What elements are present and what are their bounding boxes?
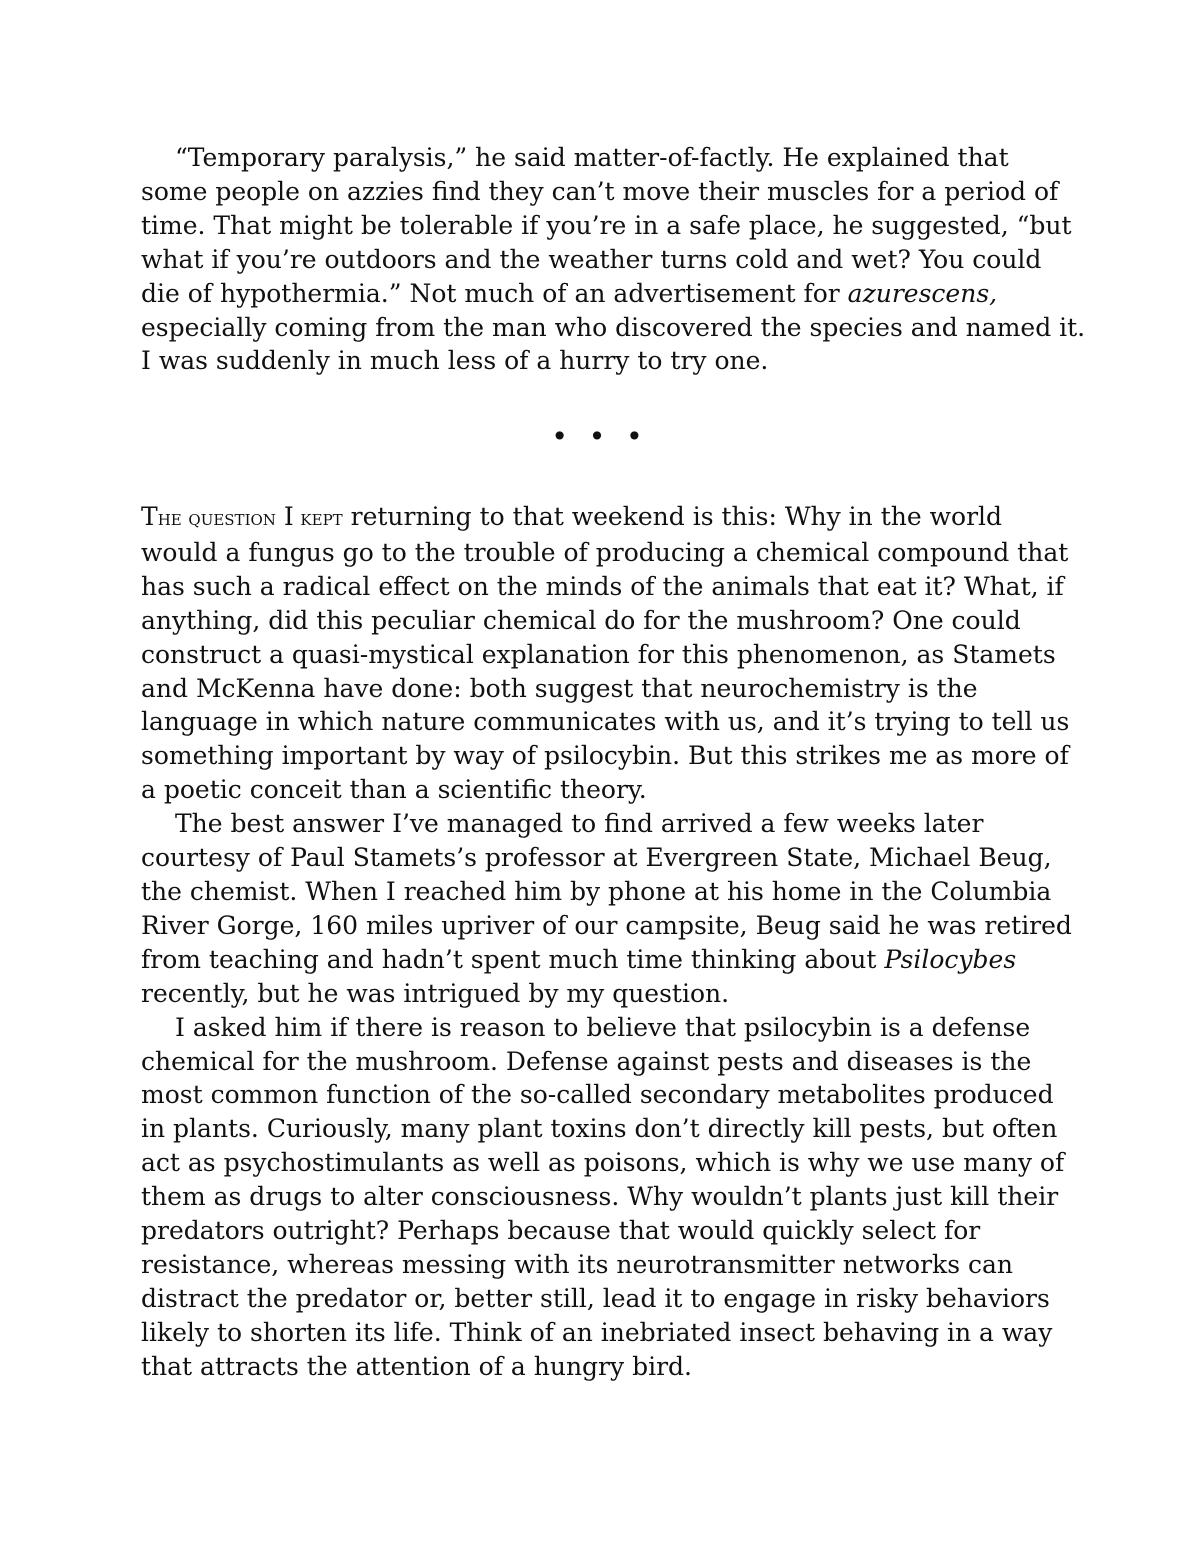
text-line <box>141 277 1071 311</box>
text-line: “Temporary paralysis,” he said matter-of-factly. He explained that <box>175 143 1009 172</box>
text-line: some people on azzies find they can’t move their muscles for a period of <box>141 176 1059 206</box>
text-line: distract the predator or, better still, lead it to engage in risky behaviors <box>141 1283 1050 1313</box>
paragraph-defense <box>141 1011 1071 1384</box>
text-line: would a fungus go to the trouble of producing a chemical compound that <box>141 537 1069 567</box>
text-line: resistance, whereas messing with its neurotransmitter networks can <box>141 1249 1013 1279</box>
genus-name-italic: Psilocybes <box>884 944 1017 974</box>
text-line: courtesy of Paul Stamets’s professor at Evergreen State, Michael Beug, <box>141 843 1052 873</box>
section-break: • • • <box>551 420 649 453</box>
text-line: that attracts the attention of a hungry bird. <box>141 1351 692 1381</box>
text-line: anything, did this peculiar chemical do for the mushroom? One could <box>141 605 1021 635</box>
small-caps-initial: T <box>141 502 158 531</box>
text-line: especially coming from the man who discovered the species and named it. <box>141 312 1086 342</box>
text-line: I was suddenly in much less of a hurry to try one. <box>141 346 769 376</box>
text-line: something important by way of psilocybin. But this strikes me as more of <box>141 741 1069 771</box>
text-line: a poetic conceit than a scientific theory. <box>141 775 647 805</box>
text-line: and McKenna have done: both suggest that neurochemistry is the <box>141 673 978 703</box>
small-caps-initial: I <box>275 502 294 531</box>
text-line: act as psychostimulants as well as poisons, which is why we use many of <box>141 1148 1065 1178</box>
text-fragment: returning to that weekend is this: Why in the world <box>342 502 1003 531</box>
text-line: recently, but he was intrigued by my question. <box>141 978 730 1008</box>
text-line: The best answer I’ve managed to find arrived a few weeks later <box>175 809 984 839</box>
text-line: River Gorge, 160 miles upriver of our campsite, Beug said he was retired <box>141 910 1072 940</box>
paragraph-paralysis <box>141 141 1086 378</box>
small-caps-text: kept <box>293 506 343 530</box>
text-line: I asked him if there is reason to believe that psilocybin is a defense <box>175 1012 1031 1042</box>
text-line <box>141 943 1071 977</box>
text-line: construct a quasi-mystical explanation for this phenomenon, as Stamets <box>141 639 1056 669</box>
paragraph-best-answer <box>141 807 1071 1010</box>
text-line: what if you’re outdoors and the weather turns cold and wet? You could <box>141 244 1042 274</box>
text-line-opening <box>141 500 1071 536</box>
text-line: predators outright? Perhaps because that would quickly select for <box>141 1216 981 1246</box>
text-line: chemical for the mushroom. Defense against pests and diseases is the <box>141 1046 1032 1076</box>
text-line: likely to shorten its life. Think of an inebriated insect behaving in a way <box>141 1317 1053 1347</box>
text-line: the chemist. When I reached him by phone at his home in the Columbia <box>141 876 1052 906</box>
text-line: has such a radical effect on the minds of the animals that eat it? What, if <box>141 571 1064 601</box>
text-fragment: from teaching and hadn’t spent much time thinking about <box>141 944 885 974</box>
paragraph-question <box>141 500 1071 807</box>
text-line: language in which nature communicates with us, and it’s trying to tell us <box>141 707 1070 737</box>
text-fragment: die of hypothermia.” Not much of an advertisement for <box>141 278 848 308</box>
text-line: them as drugs to alter consciousness. Why wouldn’t plants just kill their <box>141 1182 1059 1212</box>
text-line: most common function of the so-called secondary metabolites produced <box>141 1080 1054 1110</box>
small-caps-text: he question <box>157 506 276 530</box>
text-line: time. That might be tolerable if you’re in a safe place, he suggested, “but <box>141 210 1072 240</box>
section-body <box>141 500 1071 1384</box>
species-name-italic: azurescens, <box>847 278 998 308</box>
text-line: in plants. Curiously, many plant toxins don’t directly kill pests, but often <box>141 1114 1058 1144</box>
